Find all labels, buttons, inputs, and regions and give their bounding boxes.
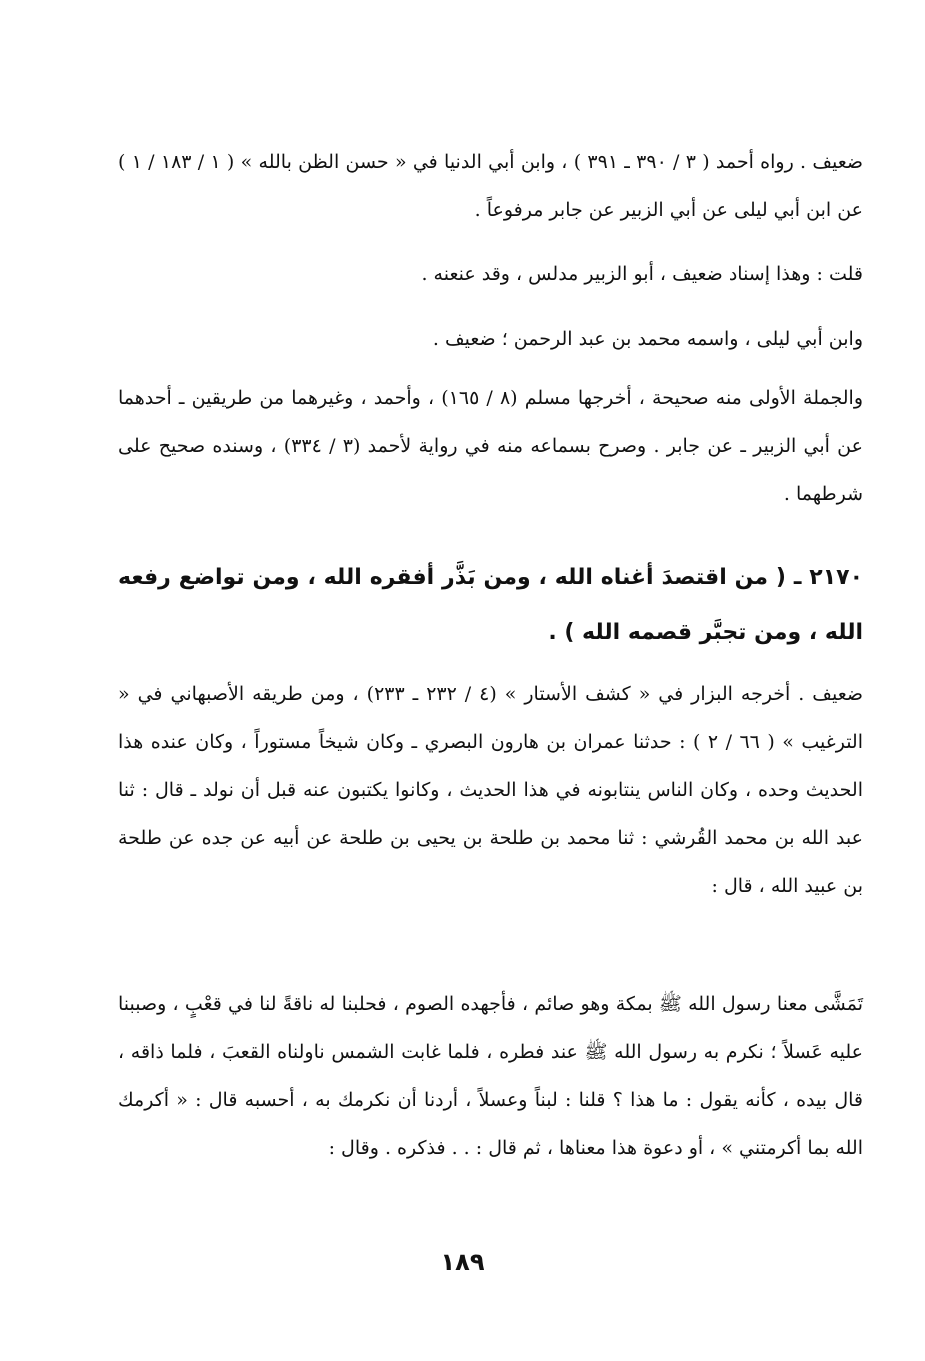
paragraph-text: ضعيف . رواه أحمد ( ٣ / ٣٩٠ ـ ٣٩١ ) ، وابن أبي الدنيا في « حسن الظن بالله » ( ١ / ١٨٣ / ١ ) عن ابن أبي ليلى عن أبي الزبير عن جابر مرفوعاً . <box>118 151 864 221</box>
paragraph-hadith-narration <box>118 980 863 1172</box>
paragraph-text: ضعيف . أخرجه البزار في « كشف الأستار » (٤ / ٢٣٢ ـ ٢٣٣) ، ومن طريقه الأصبهاني في « الترغيب » ( ٦٦ / ٢ ) : حدثنا عمران بن هارون البصري ـ وكان شيخاً مستوراً ، وكان عنده هذا الحديث وحده ، وكان الناس ينتابونه في هذا الحديث ، وكانوا يكتبون عنه قبل أن نولد ـ قال : ثنا عبد الله بن محمد القُرشي : ثنا محمد بن طلحة بن يحيى بن طلحة عن أبيه عن جده عن طلحة بن عبيد الله ، قال : <box>118 683 863 897</box>
paragraph-takhrij-bazzar <box>118 670 863 910</box>
paragraph-first-sentence-sahih <box>118 374 863 518</box>
paragraph-text: قلت : وهذا إسناد ضعيف ، أبو الزبير مدلس ، وقد عنعنه . <box>421 263 863 285</box>
paragraph-ibn-abi-layla <box>118 315 863 363</box>
hadith-heading-2170 <box>118 550 863 660</box>
paragraph-text: وابن أبي ليلى ، واسمه محمد بن عبد الرحمن ؛ ضعيف . <box>432 328 863 350</box>
paragraph-text: والجملة الأولى منه صحيحة ، أخرجها مسلم (٨ / ١٦٥) ، وأحمد ، وغيرهما من طريقين ـ أحدهما عن أبي الزبير ـ عن جابر . وصرح بسماعه منه في رواية لأحمد (٣ / ٣٣٤) ، وسنده صحيح على شرطهما . <box>118 387 863 505</box>
paragraph-text: تَمَشَّى معنا رسول الله ﷺ بمكة وهو صائم ، فأجهده الصوم ، فحلبنا له ناقةً لنا في قعْبٍ ، وصببنا عليه عَسلاً ؛ نكرم به رسول الله ﷺ عند فطره ، فلما غابت الشمس ناولناه القعبَ ، فلما ذاقه ، قال بيده ، كأنه يقول : ما هذا ؟ قلنا : لبناً وعسلاً ، أردنا أن نكرمك به ، أحسبه قال : « أكرمك الله بما أكرمتني » ، أو دعوة هذا معناها ، ثم قال : . . فذكره . وقال : <box>118 993 863 1159</box>
paragraph-takhrij-ahmad <box>118 138 863 234</box>
page-number: ١٨٩ <box>440 1248 485 1276</box>
hadith-text: ٢١٧٠ ـ ( من اقتصدَ أغناه الله ، ومن بَذَّر أفقره الله ، ومن تواضع رفعه الله ، ومن تجبَّر قصمه الله ) . <box>118 565 863 645</box>
paragraph-isnad-note <box>118 250 863 298</box>
